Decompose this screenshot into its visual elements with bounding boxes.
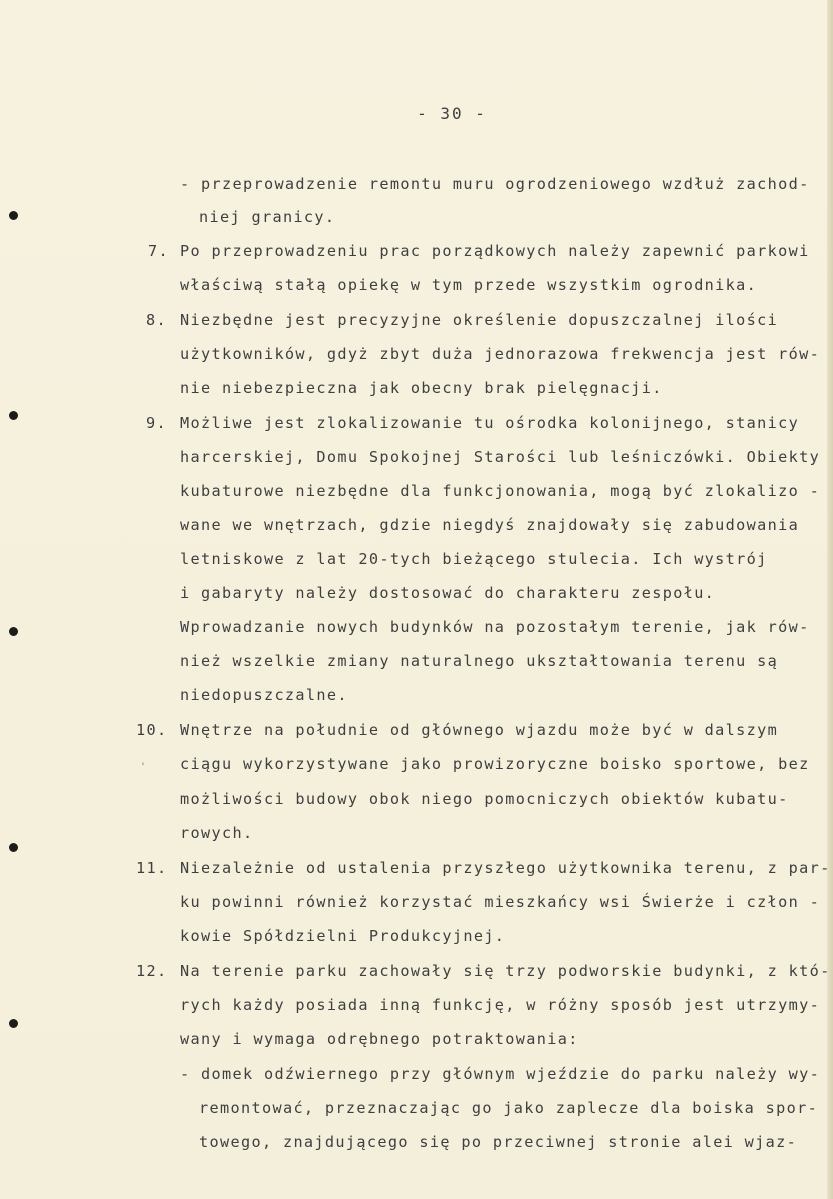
text-line: wany i wymaga odrębnego potraktowania: <box>180 1030 579 1048</box>
text-line: niej granicy. <box>199 208 336 226</box>
text-line: Po przeprowadzeniu prac porządkowych należy zapewnić parkowi <box>180 242 810 260</box>
binder-hole-icon <box>9 411 18 420</box>
text-line: Niezbędne jest precyzyjne określenie dopuszczalnej ilości <box>180 311 779 329</box>
item-number: 7. <box>148 242 169 260</box>
item-number: 8. <box>146 311 167 329</box>
binder-hole-icon <box>9 211 18 220</box>
text-line: remontować, przeznaczając go jako zaplecze dla boiska spor- <box>199 1099 819 1117</box>
text-line: harcerskiej, Domu Spokojnej Starości lub leśniczówki. Obiekty <box>180 448 821 466</box>
text-line: ciągu wykorzystywane jako prowizoryczne boisko sportowe, bez <box>180 755 810 773</box>
stray-mark-icon: ʿ <box>140 762 147 773</box>
binder-hole-icon <box>9 627 18 636</box>
text-line: rowych. <box>180 824 254 842</box>
text-line: nie niebezpieczna jak obecny brak pielęgnacji. <box>180 379 663 397</box>
text-line: kubaturowe niezbędne dla funkcjonowania, mogą być zlokalizo - <box>180 482 821 500</box>
text-line: towego, znajdującego się po przeciwnej stronie alei wjaz- <box>199 1133 798 1151</box>
binder-hole-icon <box>9 1019 18 1028</box>
text-line: niedopuszczalne. <box>180 686 348 704</box>
item-number: 10. <box>136 721 168 739</box>
item-number: 12. <box>136 962 168 980</box>
page-number: - 30 - <box>417 104 487 123</box>
text-line: Niezależnie od ustalenia przyszłego użytkownika terenu, z par- <box>180 859 831 877</box>
page-edge <box>827 0 833 1199</box>
binder-hole-icon <box>9 843 18 852</box>
text-line: Możliwe jest zlokalizowanie tu ośrodka kolonijnego, stanicy <box>180 414 800 432</box>
text-line: możliwości budowy obok niego pomocniczych obiektów kubatu- <box>180 790 789 808</box>
text-line: wane we wnętrzach, gdzie niegdyś znajdowały się zabudowania <box>180 516 800 534</box>
text-line: Wprowadzanie nowych budynków na pozostałym terenie, jak rów- <box>180 618 810 636</box>
text-line: Wnętrze na południe od głównego wjazdu może być w dalszym <box>180 721 779 739</box>
text-line: Na terenie parku zachowały się trzy podworskie budynki, z któ- <box>180 962 831 980</box>
text-line: właściwą stałą opiekę w tym przede wszystkim ogrodnika. <box>180 276 758 294</box>
text-line: kowie Spółdzielni Produkcyjnej. <box>180 927 506 945</box>
item-number: 11. <box>136 859 168 877</box>
text-line: letniskowe z lat 20-tych bieżącego stulecia. Ich wystrój <box>180 550 768 568</box>
text-line: nież wszelkie zmiany naturalnego ukształtowania terenu są <box>180 652 779 670</box>
text-line: i gabaryty należy dostosować do charakteru zespołu. <box>180 584 716 602</box>
text-line: rych każdy posiada inną funkcję, w różny sposób jest utrzymy- <box>180 996 821 1014</box>
item-number: 9. <box>146 414 167 432</box>
text-line: użytkowników, gdyż zbyt duża jednorazowa frekwencja jest rów- <box>180 345 821 363</box>
text-line: - przeprowadzenie remontu muru ogrodzeniowego wzdłuż zachod- <box>180 175 810 193</box>
text-line: ku powinni również korzystać mieszkańcy wsi Świerże i człon - <box>180 893 821 911</box>
text-line: - domek odźwiernego przy głównym wjeździe do parku należy wy- <box>180 1065 821 1083</box>
